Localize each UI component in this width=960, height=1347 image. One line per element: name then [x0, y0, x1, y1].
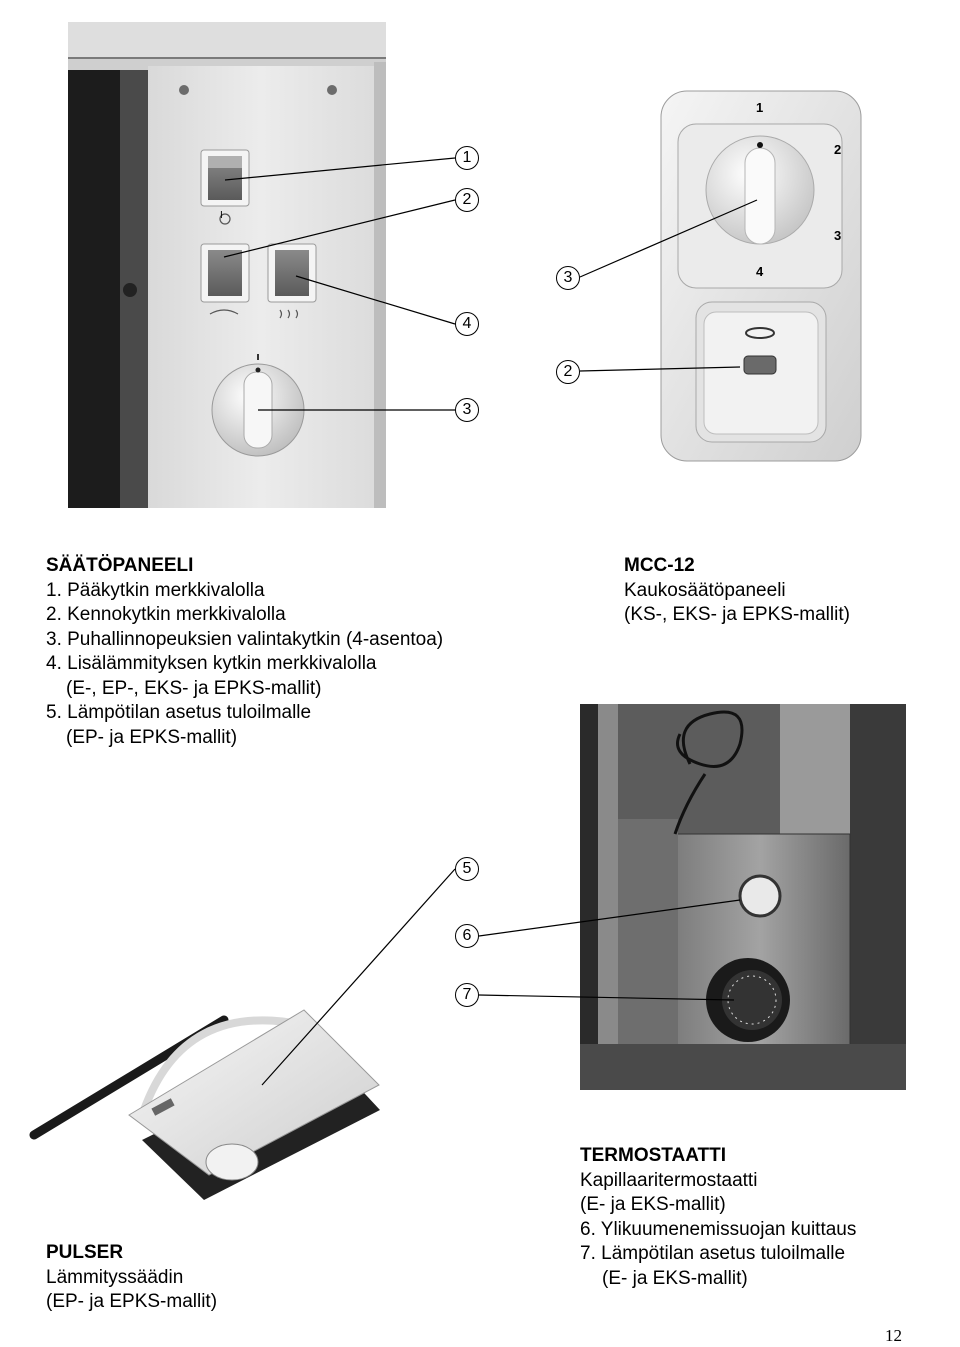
mcc-dial-label-4: 4 [756, 264, 764, 279]
pulser-line-1: Lämmityssäädin [46, 1266, 184, 1288]
mcc-dial-label-2: 2 [834, 142, 842, 157]
page-number: 12 [885, 1326, 902, 1345]
saatopaneeli-line-4: 4. Lisälämmityksen kytkin merkkivalolla [46, 653, 377, 674]
callout-3: 3 [455, 398, 479, 422]
saatopaneeli-line-3: 3. Puhallinnopeuksien valintakytkin (4-asentoa) [46, 628, 444, 650]
mcc-line-1: Kaukosäätöpaneeli [624, 579, 786, 601]
termostaatti-title: TERMOSTAATTI [580, 1145, 726, 1166]
termostaatti-line-5: (E- ja EKS-mallit) [602, 1267, 748, 1289]
panel-switch-symbol: I [220, 210, 223, 221]
callout-2: 2 [455, 188, 479, 212]
pulser-line-2: (EP- ja EPKS-mallit) [46, 1291, 218, 1312]
mcc-title: MCC-12 [624, 555, 695, 576]
callout-4: 4 [455, 312, 479, 336]
saatopaneeli-line-5: (E-, EP-, EKS- ja EPKS-mallit) [66, 677, 322, 699]
mcc-line-2: (KS-, EKS- ja EPKS-mallit) [624, 604, 850, 625]
mcc-dial-label-1: 1 [756, 100, 764, 115]
termostaatti-text [580, 1144, 856, 1291]
callout-5: 5 [455, 857, 479, 881]
pulser-title: PULSER [46, 1242, 124, 1263]
termostaatti-line-3: 6. Ylikuumenemissuojan kuittaus [580, 1218, 857, 1240]
termostaatti-line-1: Kapillaaritermostaatti [580, 1169, 758, 1191]
callout-7: 7 [455, 983, 479, 1007]
saatopaneeli-line-2: 2. Kennokytkin merkkivalolla [46, 604, 286, 625]
saatopaneeli-line-7: (EP- ja EPKS-mallit) [66, 726, 238, 748]
pulser-text [46, 1241, 217, 1315]
mcc-dial-label-3: 3 [834, 228, 842, 243]
saatopaneeli-line-1: 1. Pääkytkin merkkivalolla [46, 579, 265, 601]
mcc-callout-3: 3 [556, 266, 580, 290]
callout-6: 6 [455, 924, 479, 948]
mcc-callout-2: 2 [556, 360, 580, 384]
termostaatti-line-2: (E- ja EKS-mallit) [580, 1194, 726, 1215]
saatopaneeli-title: SÄÄTÖPANEELI [46, 555, 194, 576]
saatopaneeli-line-6: 5. Lämpötilan asetus tuloilmalle [46, 702, 312, 723]
callout-1: 1 [455, 146, 479, 170]
termostaatti-line-4: 7. Lämpötilan asetus tuloilmalle [580, 1243, 846, 1264]
